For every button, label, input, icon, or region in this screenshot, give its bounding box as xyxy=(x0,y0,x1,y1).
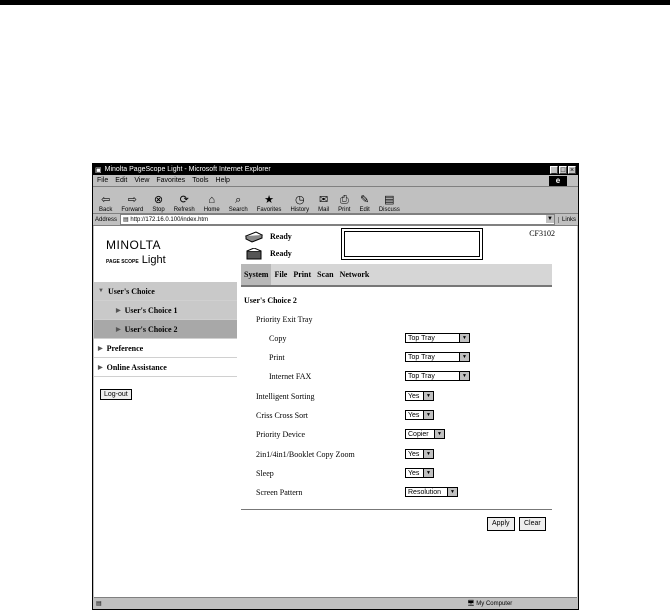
links-button[interactable]: Links xyxy=(558,217,576,223)
nav-users-choice-2[interactable] xyxy=(94,320,237,339)
tab-print[interactable]: Print xyxy=(293,270,312,279)
dropdown-arrow-icon: ▼ xyxy=(423,469,433,477)
back-icon: ⇦ xyxy=(101,194,111,206)
home-button[interactable] xyxy=(204,194,220,213)
home-label: Home xyxy=(203,207,220,213)
tab-scan[interactable]: Scan xyxy=(317,270,334,279)
criss-cross-sort-select[interactable] xyxy=(405,410,434,420)
logout-button[interactable]: Log-out xyxy=(100,389,132,400)
ie-icon: ▣ xyxy=(95,166,102,174)
edit-icon: ✎ xyxy=(360,194,370,206)
forward-icon: ⇨ xyxy=(127,194,137,206)
zone-indicator: 🖥 My Computer xyxy=(467,600,513,607)
menu-tools[interactable]: Tools xyxy=(192,177,209,184)
menu-view[interactable]: View xyxy=(134,177,150,184)
menu-edit[interactable]: Edit xyxy=(115,177,128,184)
back-label: Back xyxy=(99,207,113,213)
favorites-button[interactable] xyxy=(257,194,282,213)
print-label: Print xyxy=(269,353,285,362)
intelligent-sorting-label: Intelligent Sorting xyxy=(256,392,315,401)
internet-fax-select[interactable] xyxy=(405,371,470,381)
search-button[interactable] xyxy=(229,194,248,213)
intelligent-sorting-select[interactable] xyxy=(405,391,434,401)
message-box xyxy=(341,228,483,260)
copier-icon xyxy=(244,248,264,260)
nav-online-assistance[interactable] xyxy=(94,358,237,377)
priority-device-value: Copier xyxy=(408,430,429,438)
address-url: http://172.16.0.100/index.htm xyxy=(130,216,209,223)
nav-label: User's Choice 1 xyxy=(124,305,178,315)
nav-users-choice[interactable] xyxy=(94,282,237,301)
nav-label: User's Choice 2 xyxy=(124,324,178,334)
window-title: Minolta PageScope Light - Microsoft Internet Explorer xyxy=(104,166,271,173)
toolbar xyxy=(93,187,578,214)
apply-button[interactable]: Apply xyxy=(487,517,515,531)
print-select[interactable] xyxy=(405,352,470,362)
home-icon: ⌂ xyxy=(208,194,216,206)
discuss-icon: ▤ xyxy=(384,194,395,206)
mail-label: Mail xyxy=(318,207,330,213)
section-title: User's Choice 2 xyxy=(244,296,297,305)
printer-status-text: Ready xyxy=(270,232,292,241)
printer-icon xyxy=(244,231,264,243)
dropdown-arrow-icon: ▼ xyxy=(423,411,433,419)
model-name: CF3102 xyxy=(529,229,555,238)
menu-help[interactable]: Help xyxy=(215,177,230,184)
browser-window xyxy=(92,163,579,610)
tab-system[interactable]: System xyxy=(241,264,271,285)
nav-label: User's Choice xyxy=(107,286,155,296)
pagescope-mark: PAGE SCOPE xyxy=(106,259,139,265)
dropdown-arrow-icon: ▼ xyxy=(423,450,433,458)
priority-device-label: Priority Device xyxy=(256,430,306,439)
maximize-button[interactable]: □ xyxy=(560,166,566,174)
copy-label: Copy xyxy=(269,334,287,343)
sleep-label: Sleep xyxy=(256,469,274,478)
brand-logo: MINOLTA xyxy=(106,238,162,252)
address-label: Address xyxy=(95,216,118,223)
favorites-icon: ★ xyxy=(264,194,275,206)
search-icon: ⌕ xyxy=(235,194,242,206)
priority-device-select[interactable] xyxy=(405,429,445,439)
print-label: Print xyxy=(338,207,351,213)
forward-button[interactable] xyxy=(121,194,143,213)
stop-label: Stop xyxy=(152,207,165,213)
address-dropdown-icon[interactable]: ▼ xyxy=(547,216,553,222)
mail-button[interactable] xyxy=(318,194,329,213)
edit-button[interactable] xyxy=(359,194,369,213)
discuss-label: Discuss xyxy=(378,207,400,213)
address-input[interactable] xyxy=(120,214,555,225)
forward-label: Forward xyxy=(121,207,144,213)
side-nav xyxy=(94,282,237,377)
refresh-label: Refresh xyxy=(173,207,195,213)
menu-favorites[interactable]: Favorites xyxy=(156,177,186,184)
dropdown-arrow-icon: ▼ xyxy=(459,372,469,380)
address-bar xyxy=(93,214,578,226)
priority-exit-tray-label: Priority Exit Tray xyxy=(256,315,313,324)
sleep-value: Yes xyxy=(408,469,420,477)
back-button[interactable] xyxy=(99,194,112,213)
refresh-button[interactable] xyxy=(174,194,195,213)
menu-file[interactable]: File xyxy=(97,177,109,184)
nav-users-choice-1[interactable] xyxy=(94,301,237,320)
print-icon: ⎙ xyxy=(339,194,349,206)
history-button[interactable] xyxy=(290,194,309,213)
search-label: Search xyxy=(228,207,248,213)
copy-select[interactable] xyxy=(405,333,470,343)
discuss-button[interactable] xyxy=(379,194,400,213)
dropdown-arrow-icon: ▼ xyxy=(459,334,469,342)
sleep-select[interactable] xyxy=(405,468,434,478)
criss-cross-sort-label: Criss Cross Sort xyxy=(256,411,309,420)
triangle-right-icon: ▶ xyxy=(116,326,121,333)
product-logo xyxy=(106,254,166,266)
tab-file[interactable]: File xyxy=(274,270,288,279)
form-divider xyxy=(241,509,552,510)
copy-zoom-value: Yes xyxy=(408,450,420,458)
internet-fax-label: Internet FAX xyxy=(269,372,312,381)
status-bar xyxy=(94,597,577,608)
favorites-label: Favorites xyxy=(256,207,282,213)
triangle-right-icon: ▶ xyxy=(116,307,121,314)
print-value: Top Tray xyxy=(408,353,435,361)
page-status-icon: ▤ xyxy=(96,600,102,607)
edit-label: Edit xyxy=(359,207,370,213)
copier-status-text: Ready xyxy=(270,249,292,258)
screen-pattern-label: Screen Pattern xyxy=(256,488,303,497)
triangle-right-icon: ▶ xyxy=(98,364,103,371)
close-button[interactable]: × xyxy=(569,166,575,174)
nav-preference[interactable] xyxy=(94,339,237,358)
internet-fax-value: Top Tray xyxy=(408,372,435,380)
dropdown-arrow-icon: ▼ xyxy=(459,353,469,361)
page-content xyxy=(94,226,577,598)
tab-network[interactable]: Network xyxy=(339,270,370,279)
copier-status xyxy=(244,245,292,262)
intelligent-sorting-value: Yes xyxy=(408,392,420,400)
triangle-down-icon: ▼ xyxy=(98,288,104,294)
page-top-rule xyxy=(0,0,670,5)
nav-label: Online Assistance xyxy=(106,362,167,372)
print-button[interactable] xyxy=(338,194,350,213)
refresh-icon: ⟳ xyxy=(179,194,189,206)
copy-zoom-label: 2in1/4in1/Booklet Copy Zoom xyxy=(256,450,355,459)
stop-button[interactable] xyxy=(152,194,164,213)
screen-pattern-value: Resolution xyxy=(408,488,442,496)
criss-cross-sort-value: Yes xyxy=(408,411,420,419)
dropdown-arrow-icon: ▼ xyxy=(434,430,444,438)
nav-label: Preference xyxy=(106,343,144,353)
menu-bar xyxy=(93,175,578,187)
device-status xyxy=(244,228,292,262)
title-bar xyxy=(93,164,578,175)
message-box-inner xyxy=(344,231,480,257)
zone-text: My Computer xyxy=(476,600,513,607)
history-label: History xyxy=(290,207,310,213)
dropdown-arrow-icon: ▼ xyxy=(447,488,457,496)
dropdown-arrow-icon: ▼ xyxy=(423,392,433,400)
stop-icon: ⊗ xyxy=(153,194,164,206)
clear-button[interactable]: Clear xyxy=(519,517,546,531)
printer-status xyxy=(244,228,292,245)
copy-value: Top Tray xyxy=(408,334,435,342)
product-name: Light xyxy=(141,254,166,266)
minimize-button[interactable]: _ xyxy=(550,166,558,174)
screen-pattern-select[interactable] xyxy=(405,487,458,497)
page-icon: ▤ xyxy=(123,217,131,223)
ie-logo-icon: e xyxy=(549,176,567,186)
history-icon: ◷ xyxy=(294,194,305,206)
triangle-right-icon: ▶ xyxy=(98,345,103,352)
copy-zoom-select[interactable] xyxy=(405,449,434,459)
tab-bar xyxy=(241,264,552,287)
mail-icon: ✉ xyxy=(319,194,329,206)
